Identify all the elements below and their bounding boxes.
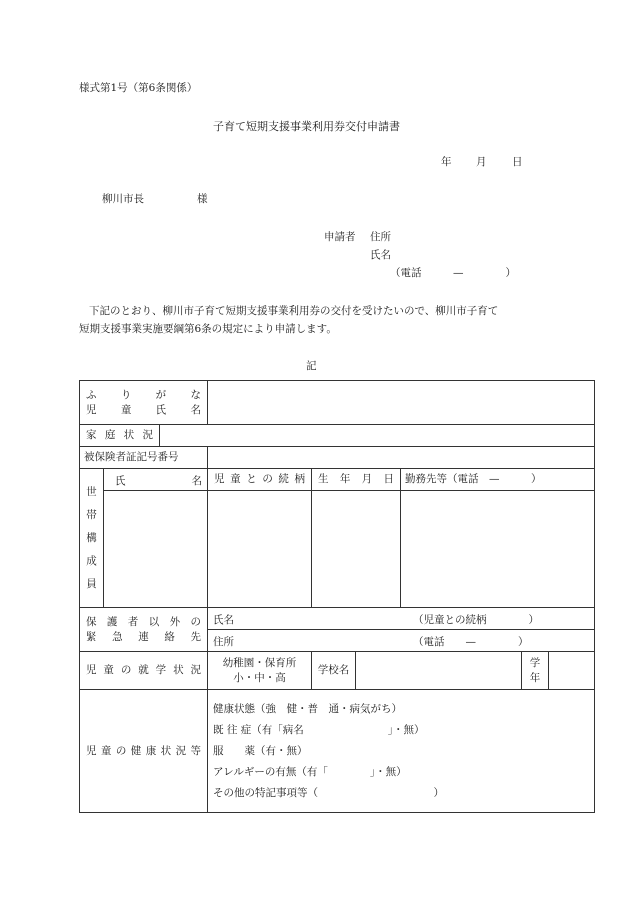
applicant-phone: （電話 — ） bbox=[390, 267, 516, 279]
applicant-name-label: 氏名 bbox=[370, 249, 391, 261]
past-illness: 既 往 症（有「病名 」・無） bbox=[213, 723, 425, 736]
application-table bbox=[79, 380, 595, 813]
family-status-label: 家庭状況 bbox=[80, 425, 160, 447]
household-char: 員 bbox=[86, 578, 97, 591]
emergency-address-label: 住所 bbox=[213, 636, 235, 648]
child-name-label: 児童氏名 bbox=[86, 403, 202, 416]
household-name-field[interactable] bbox=[104, 491, 208, 608]
grade-label bbox=[522, 652, 549, 690]
household-char: 帯 bbox=[86, 508, 97, 521]
emergency-label-2: 緊急連絡先 bbox=[86, 630, 202, 643]
applicant-address-label: 住所 bbox=[370, 231, 391, 243]
school-type-line-2: 小・中・高 bbox=[233, 671, 286, 684]
ki-heading: 記 bbox=[306, 360, 317, 372]
insurance-number-field[interactable] bbox=[208, 447, 595, 469]
household-relation-header: 児童との続柄 bbox=[208, 469, 312, 491]
applicant-label: 申請者 bbox=[324, 231, 356, 243]
form-number: 様式第1号（第6条関係） bbox=[79, 82, 198, 94]
household-name-header bbox=[104, 469, 208, 491]
school-status-label: 児童の就学状況 bbox=[80, 652, 208, 690]
emergency-name-field[interactable] bbox=[208, 608, 595, 630]
form-title: 子育て短期支援事業利用券交付申請書 bbox=[213, 120, 400, 133]
child-name-label-cell bbox=[80, 381, 208, 425]
date-day: 日 bbox=[512, 156, 523, 168]
body-text-line-1: 下記のとおり、柳川市子育て短期支援事業利用券の交付を受けたいので、柳川市子育て bbox=[89, 305, 499, 317]
health-status-cell[interactable] bbox=[208, 690, 595, 813]
school-name-label: 学校名 bbox=[312, 652, 356, 690]
household-workplace-header: 勤務先等（電話 — ） bbox=[401, 469, 595, 491]
addressee-name: 柳川市長 bbox=[102, 193, 144, 205]
addressee-honorific: 様 bbox=[197, 193, 208, 205]
emergency-name-label: 氏名 bbox=[213, 614, 235, 626]
household-char: 世 bbox=[86, 485, 97, 498]
household-char: 成 bbox=[86, 555, 97, 568]
emergency-address-field[interactable] bbox=[208, 630, 595, 652]
family-status-field[interactable] bbox=[160, 425, 595, 447]
allergy: アレルギーの有無（有「 」・無） bbox=[213, 765, 407, 778]
school-type-cell[interactable] bbox=[208, 652, 312, 690]
household-birthdate-header: 生年月日 bbox=[312, 469, 401, 491]
health-status-label: 児童の健康状況等 bbox=[80, 690, 208, 813]
body-text-line-2: 短期支援事業実施要綱第6条の規定により申請します。 bbox=[79, 323, 337, 335]
emergency-contact-label-cell bbox=[80, 608, 208, 652]
school-type-line-1: 幼稚園・保育所 bbox=[222, 657, 297, 670]
name-header-last: 名 bbox=[191, 475, 203, 487]
date-year: 年 bbox=[441, 156, 452, 168]
furigana-label: ふりがな bbox=[86, 389, 202, 402]
household-members-label bbox=[80, 469, 104, 608]
medication: 服 薬（有・無） bbox=[213, 744, 308, 757]
household-char: 構 bbox=[86, 531, 97, 544]
household-workplace-field[interactable] bbox=[401, 491, 595, 608]
grade-char: 年 bbox=[529, 671, 541, 684]
emergency-phone-label: （電話 — ） bbox=[413, 636, 529, 648]
child-name-field[interactable] bbox=[208, 381, 595, 425]
household-birthdate-field[interactable] bbox=[312, 491, 401, 608]
name-header-first: 氏 bbox=[115, 475, 126, 487]
household-relation-field[interactable] bbox=[208, 491, 312, 608]
insurance-number-label: 被保険者証記号番号 bbox=[80, 447, 208, 469]
date-month: 月 bbox=[476, 156, 487, 168]
emergency-label-1: 保護者以外の bbox=[86, 616, 202, 629]
other-notes: その他の特記事項等（ ） bbox=[213, 786, 445, 799]
school-name-field[interactable] bbox=[356, 652, 522, 690]
grade-field[interactable] bbox=[549, 652, 595, 690]
emergency-relation-label: （児童との続柄 ） bbox=[413, 614, 540, 626]
health-condition: 健康状態（強 健・普 通・病気がち） bbox=[213, 702, 403, 715]
grade-char: 学 bbox=[529, 657, 541, 670]
